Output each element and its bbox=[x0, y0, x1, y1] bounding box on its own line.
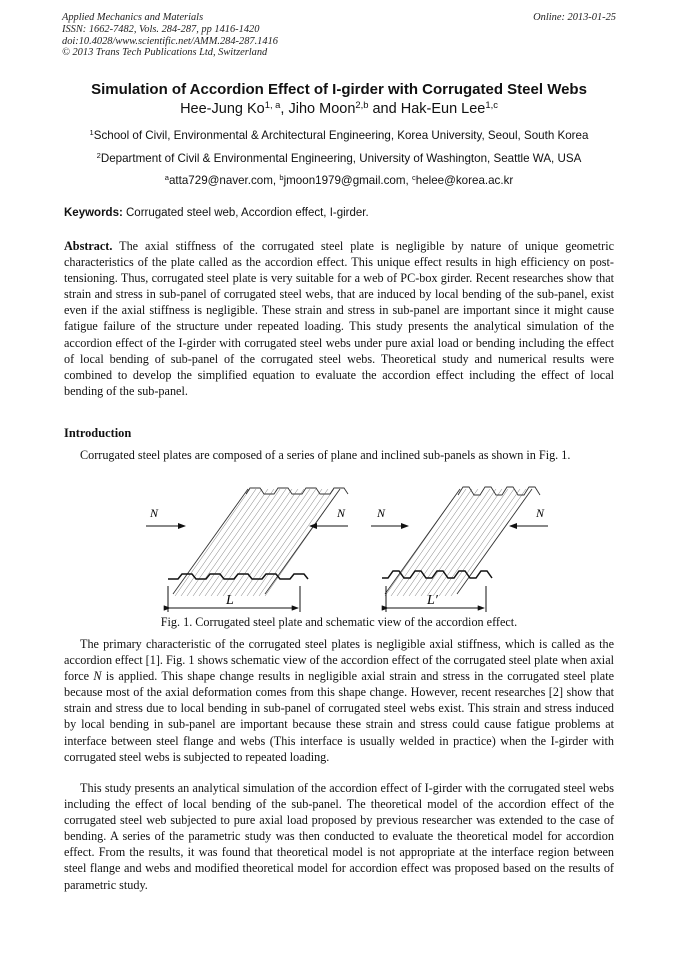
affiliation-2 bbox=[0, 152, 678, 165]
email-list bbox=[0, 174, 678, 187]
length-label-l-prime: L′ bbox=[427, 593, 438, 608]
force-label-n: N bbox=[536, 506, 545, 520]
online-date: Online: 2013-01-25 bbox=[533, 12, 616, 23]
email-address: jmoon1979@gmail.com, bbox=[283, 174, 412, 187]
affiliation-text: Department of Civil & Environmental Engineering, University of Washington, Seattle WA, USA bbox=[100, 152, 582, 165]
force-label-n: N bbox=[337, 506, 346, 520]
author-name: Hak-Eun Lee bbox=[400, 101, 486, 117]
email-superscript: a bbox=[164, 172, 169, 182]
author-superscript: 1,c bbox=[485, 98, 498, 110]
doi-line: doi:10.4028/www.scientific.net/AMM.284-287.1416 bbox=[62, 35, 278, 47]
author-list bbox=[0, 98, 678, 117]
plate-deformed bbox=[385, 487, 540, 596]
figure-corrugated-plate bbox=[140, 486, 550, 616]
author-name: Jiho Moon bbox=[288, 101, 356, 117]
abstract-text: The axial stiffness of the corrugated steel plate is negligible by nature of unique geometric characteristics of the plate called as the accordion effect. This unique effect results in high efficiency on post-tensioning. Thus, corrugated steel plate is very suitable for a web of PC-box girder. Recent researches show that strain and stress in sub-panel of corrugated steel webs, that are induced by local bending of the sub-panel, exist even if the axial stiffness is negligible. These strain and stress in sub-panel are important since it might cause fatigue failure of the structure under repeated loading. This study presents the analytical simulation of the accordion effect of the I-girder with corrugated steel webs under pure axial load or bending including the effect of local bending of sub-panel of the corrugated steel webs. Theoretical study and numerical results were combined to develop the simplified equation to evaluate the accordion effect including the effect of local bending of the sub-panel. bbox=[64, 239, 614, 398]
paper-title: Simulation of Accordion Effect of I-girder with Corrugated Steel Webs bbox=[91, 81, 587, 98]
affiliation-text: School of Civil, Environmental & Architectural Engineering, Korea University, Seoul, South Korea bbox=[93, 129, 589, 142]
force-label-n: N bbox=[377, 506, 386, 520]
copyright-line: © 2013 Trans Tech Publications Ltd, Switzerland bbox=[62, 47, 268, 59]
keywords-label: Keywords: bbox=[64, 207, 123, 219]
email-superscript: c bbox=[411, 172, 416, 182]
journal-header bbox=[62, 12, 278, 59]
variable-n: N bbox=[93, 669, 102, 684]
paragraph-text: The primary characteristic of the corrugated steel plates is negligible axial stiffness, which is called as the accordion effect [1]. Fig. 1 shows schematic view of the accordion effect of the corrugated steel plate when axial force bbox=[64, 637, 614, 684]
keywords bbox=[64, 207, 616, 219]
section-heading-introduction: Introduction bbox=[64, 426, 132, 440]
email-superscript: b bbox=[279, 172, 284, 182]
abstract bbox=[64, 238, 614, 399]
author-superscript: 2,b bbox=[355, 98, 369, 110]
intro-paragraph-1: Corrugated steel plates are composed of a series of plane and inclined sub-panels as shown in Fig. 1. bbox=[80, 448, 571, 462]
author-separator: , bbox=[280, 101, 289, 117]
affiliation-1 bbox=[0, 129, 678, 142]
affiliation-number: 2 bbox=[96, 150, 101, 160]
figure-caption: Fig. 1. Corrugated steel plate and schematic view of the accordion effect. bbox=[160, 615, 518, 629]
abstract-label: Abstract. bbox=[64, 239, 113, 253]
length-label-l: L bbox=[226, 593, 234, 608]
intro-paragraph-3: This study presents an analytical simulation of the accordion effect of I-girder with the corrugated steel webs including the effect of local bending of the sub-panel. The theoretical model of the accordion effect of the corrugated steel web subjected to pure axial load proposed by previous researcher was extended to the case of bending. A series of the parametric study was then conducted to evaluate the theoretical model for accordion effect. From the results, it was found that theoretical model is not appropriate at the interface region between steel flange and webs and modified theoretical model for accordion effect was proposed based on the results of parametric study. bbox=[64, 781, 614, 892]
intro-paragraph-2 bbox=[64, 636, 614, 765]
profile-original bbox=[168, 574, 308, 579]
keywords-text: Corrugated steel web, Accordion effect, I-girder. bbox=[122, 207, 369, 219]
author-superscript: 1, a bbox=[264, 98, 281, 110]
force-label-n: N bbox=[150, 506, 159, 520]
plate-original bbox=[173, 488, 348, 596]
paragraph-text: is applied. This shape change results in negligible axial strain and stress in the corrugated steel plate because most of the axial deformation comes from this shape change. However, recent researches [2] show that strain and stress due to local bending in sub-panel of corrugated steel webs exist. This strain and stress induced by local bending in sub-panel are important because these strain and stress could cause fatigue problems at interface between steel flange and webs (This interface is usually welded in practice) when the I-girder with corrugated steel webs is subjected to repeated loading. bbox=[64, 669, 614, 764]
email-address: atta729@naver.com, bbox=[168, 174, 280, 187]
email-address: helee@korea.ac.kr bbox=[415, 174, 514, 187]
affiliation-number: 1 bbox=[89, 127, 94, 137]
author-name: Hee-Jung Ko bbox=[180, 101, 265, 117]
author-separator: and bbox=[368, 101, 401, 117]
issn-line: ISSN: 1662-7482, Vols. 284-287, pp 1416-1420 bbox=[62, 23, 260, 35]
journal-name: Applied Mechanics and Materials bbox=[62, 12, 204, 23]
